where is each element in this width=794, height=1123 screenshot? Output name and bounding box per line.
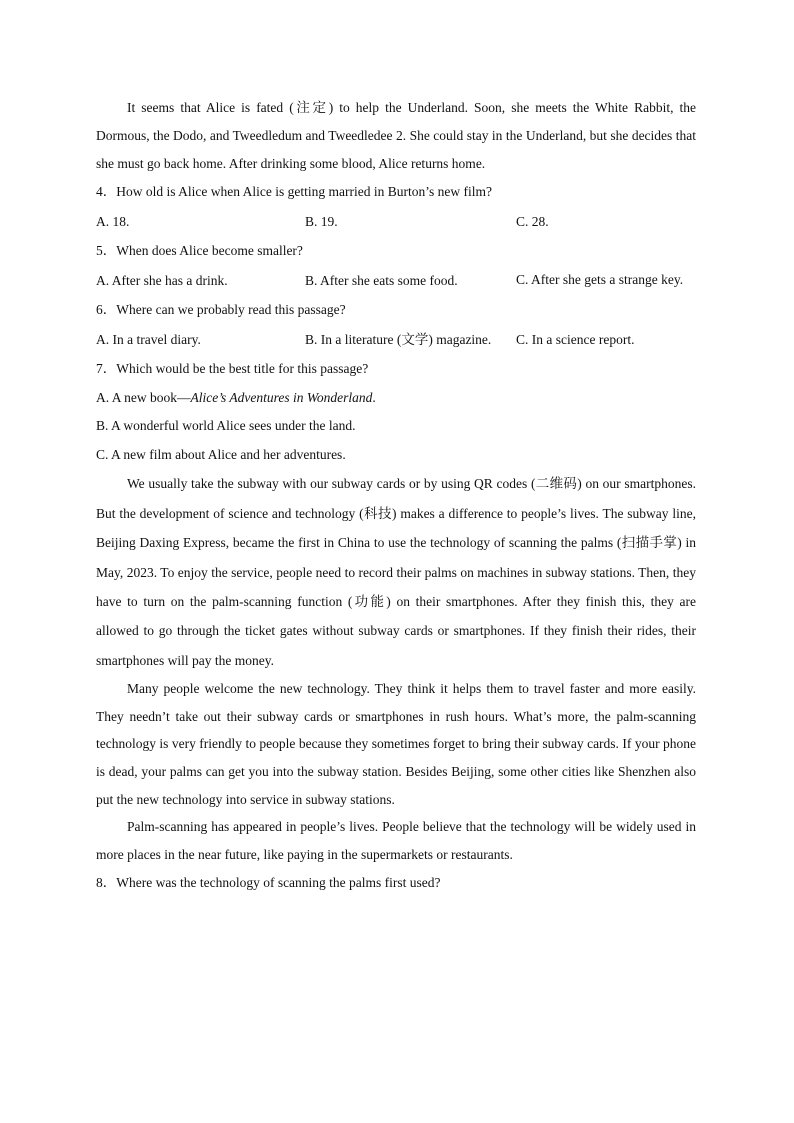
passage-paragraph-subway-3: Palm-scanning has appeared in people’s lives. People believe that the technology will be widely used in more places in the near future, like paying in the supermarkets or restaurants. xyxy=(96,819,696,862)
question-7-option-a-prefix: A. A new book— xyxy=(96,389,191,405)
question-4-option-b[interactable]: B. 19. xyxy=(305,213,338,229)
question-5-option-a[interactable]: A. After she has a drink. xyxy=(96,272,228,288)
question-7-option-b[interactable]: B. A wonderful world Alice sees under the land. xyxy=(96,418,356,434)
question-7-option-c[interactable]: C. A new film about Alice and her adventures. xyxy=(96,446,346,462)
question-4-option-a[interactable]: A. 18. xyxy=(96,213,130,229)
passage-paragraph-subway-2: Many people welcome the new technology. They think it helps them to travel faster and more easily. They needn’t take out their subway cards or smartphones in rush hours. What’s more, the palm-scanning technology is very friendly to people because they sometimes forget to bring their subway cards. If your phone is dead, your palms can get you into the subway station. Besides Beijing, some other cities like Shenzhen also put the new technology into service in subway stations. xyxy=(96,681,696,807)
question-6-option-c[interactable]: C. In a science report. xyxy=(516,331,635,347)
question-5-option-c-text: C. After she gets a strange key. xyxy=(516,271,684,287)
passage-paragraph-subway-1: We usually take the subway with our subway cards or by using QR codes (二维码) on our smartphones. But the development of science and technology (科技) makes a difference to people’s lives. The subway line, Beijing Daxing Express, became the first in China to use the technology of scanning the palms (扫描手掌) in May, 2023. To enjoy the service, people need to record their palms on machines in subway stations. Then, they have to turn on the palm-scanning function (功能) on their smartphones. After they finish this, they are allowed to go through the ticket gates without subway cards or smartphones. If they finish their rides, their smartphones will pay the money. xyxy=(96,476,696,668)
document-content xyxy=(96,94,696,898)
question-4-stem: 4．How old is Alice when Alice is getting married in Burton’s new film? xyxy=(96,184,492,200)
question-4-option-c[interactable]: C. 28. xyxy=(516,213,549,229)
question-7-option-a-suffix: . xyxy=(372,389,376,405)
question-6-option-a[interactable]: A. In a travel diary. xyxy=(96,331,201,347)
question-5-option-c[interactable] xyxy=(516,266,696,294)
question-4-options xyxy=(96,207,696,237)
question-7-option-a[interactable] xyxy=(96,384,696,413)
question-5-options xyxy=(96,266,696,296)
question-7-stem: 7．Which would be the best title for this passage? xyxy=(96,361,369,377)
question-6-options xyxy=(96,325,696,355)
question-5-stem: 5．When does Alice become smaller? xyxy=(96,243,303,259)
question-5-option-b[interactable]: B. After she eats some food. xyxy=(305,272,458,288)
question-6-stem: 6．Where can we probably read this passage? xyxy=(96,302,346,318)
question-8-stem: 8．Where was the technology of scanning the palms first used? xyxy=(96,875,441,891)
question-7-option-a-title: Alice’s Adventures in Wonderland xyxy=(190,389,373,405)
passage-paragraph-alice: It seems that Alice is fated (注定) to help the Underland. Soon, she meets the White Rabbit, the Dormous, the Dodo, and Tweedledum and Tweedledee 2. She could stay in the Underland, but she decides that she must go back home. After drinking some blood, Alice returns home. xyxy=(96,100,696,171)
question-6-option-b[interactable]: B. In a literature (文学) magazine. xyxy=(305,331,492,347)
